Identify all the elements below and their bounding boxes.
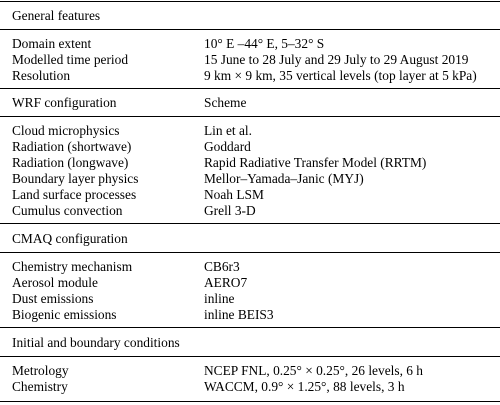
table-top-rule <box>0 1 500 2</box>
section-rule <box>0 29 500 30</box>
row-value: inline BEIS3 <box>204 307 274 322</box>
row-label: Chemistry <box>12 379 68 394</box>
row-label: Boundary layer physics <box>12 171 139 186</box>
section-heading: WRF configuration <box>12 95 117 110</box>
row-value: inline <box>204 291 235 306</box>
section-heading-scheme: Scheme <box>204 95 247 110</box>
row-value: 15 June to 28 July and 29 July to 29 August 2019 <box>204 52 469 67</box>
row-value: 10° E –44° E, 5–32° S <box>204 36 325 51</box>
row-label: Dust emissions <box>12 291 94 306</box>
row-label: Aerosol module <box>12 275 98 290</box>
row-label: Resolution <box>12 68 71 83</box>
row-value: CB6r3 <box>204 259 240 274</box>
section-rule <box>0 223 500 224</box>
row-label: Chemistry mechanism <box>12 259 133 274</box>
row-label: Radiation (shortwave) <box>12 139 132 154</box>
section-heading: Initial and boundary conditions <box>12 335 180 350</box>
section-rule <box>0 116 500 117</box>
row-label: Metrology <box>12 363 69 378</box>
row-label: Cloud microphysics <box>12 123 120 138</box>
row-label: Radiation (longwave) <box>12 155 129 170</box>
row-label: Biogenic emissions <box>12 307 117 322</box>
row-value: Grell 3-D <box>204 203 256 218</box>
row-value: WACCM, 0.9° × 1.25°, 88 levels, 3 h <box>204 379 405 394</box>
row-label: Cumulus convection <box>12 203 123 218</box>
section-rule <box>0 88 500 89</box>
row-label: Modelled time period <box>12 52 129 67</box>
section-rule <box>0 356 500 357</box>
row-value: Mellor–Yamada–Janic (MYJ) <box>204 171 364 186</box>
table-bottom-rule <box>0 401 500 402</box>
row-label: Domain extent <box>12 36 92 51</box>
section-rule <box>0 252 500 253</box>
section-heading: CMAQ configuration <box>12 231 128 246</box>
row-value: Rapid Radiative Transfer Model (RRTM) <box>204 155 427 170</box>
row-value: 9 km × 9 km, 35 vertical levels (top layer at 5 kPa) <box>204 68 477 83</box>
row-value: Lin et al. <box>204 123 252 138</box>
row-value: Noah LSM <box>204 187 264 202</box>
row-value: NCEP FNL, 0.25° × 0.25°, 26 levels, 6 h <box>204 363 423 378</box>
row-value: AERO7 <box>204 275 248 290</box>
row-value: Goddard <box>204 139 251 154</box>
section-heading: General features <box>12 8 101 23</box>
row-label: Land surface processes <box>12 187 137 202</box>
section-rule <box>0 327 500 328</box>
